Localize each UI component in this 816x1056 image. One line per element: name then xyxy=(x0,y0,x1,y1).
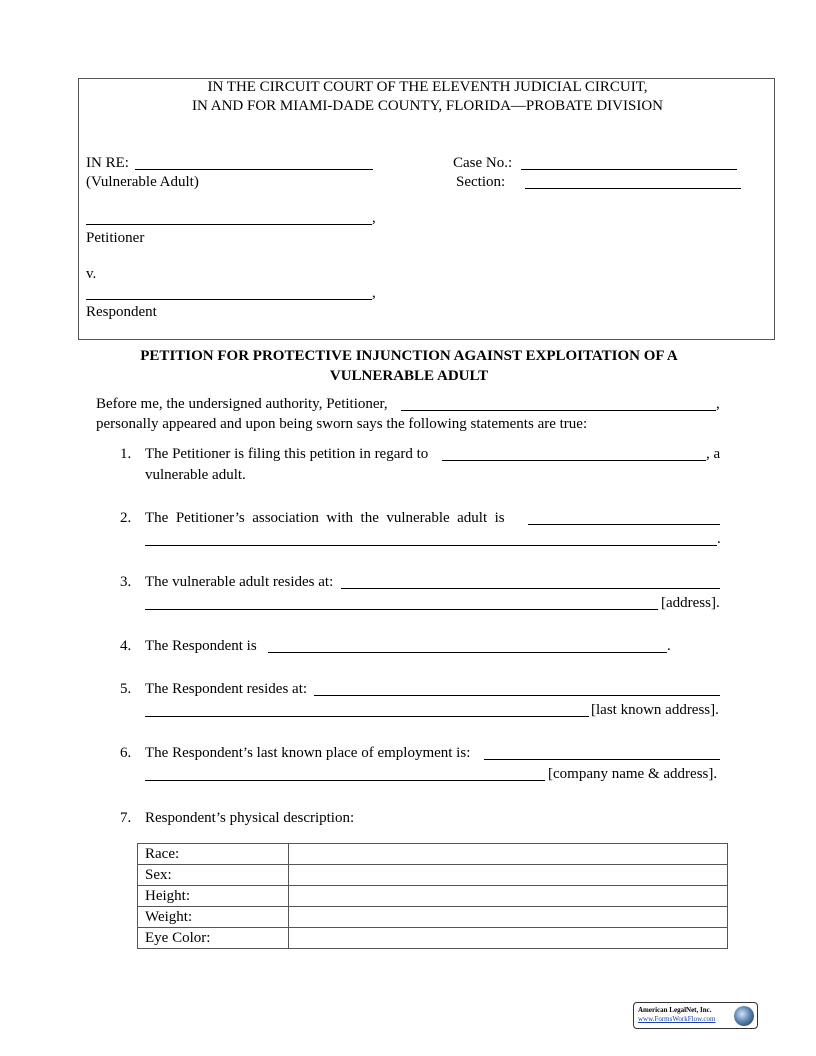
table-row xyxy=(138,907,728,928)
logo-url-link[interactable]: www.FormsWorkFlow.com xyxy=(638,1015,716,1023)
item-4-end: . xyxy=(667,638,671,654)
item-5-field-line1[interactable] xyxy=(314,683,720,696)
table-row xyxy=(138,844,728,865)
logo-company-name: American LegalNet, Inc. xyxy=(638,1006,712,1014)
case-no-label: Case No.: xyxy=(453,155,513,171)
respondent-name-field[interactable] xyxy=(86,287,372,300)
item-4-field[interactable] xyxy=(268,640,667,653)
weight-field[interactable] xyxy=(289,907,728,928)
item-5-suffix: [last known address]. xyxy=(591,702,719,718)
item-2-field-line2[interactable] xyxy=(145,533,717,546)
vulnerable-adult-name-field[interactable] xyxy=(135,157,373,170)
petitioner-name-field[interactable] xyxy=(86,212,372,225)
petitioner-sworn-name-field[interactable] xyxy=(401,398,716,411)
item-5-field-line2[interactable] xyxy=(145,704,589,717)
item-2-text: The Petitioner’s association with the vulnerable adult is xyxy=(145,510,505,526)
height-field[interactable] xyxy=(289,886,728,907)
eye-color-field[interactable] xyxy=(289,928,728,949)
sex-field[interactable] xyxy=(289,865,728,886)
table-row xyxy=(138,886,728,907)
item-4-number: 4. xyxy=(120,638,132,654)
court-name-line1: IN THE CIRCUIT COURT OF THE ELEVENTH JUDICIAL CIRCUIT, xyxy=(207,79,648,95)
item-6-field-line1[interactable] xyxy=(484,747,720,760)
item-1-tail: , a xyxy=(706,446,721,462)
item-4-text: The Respondent is xyxy=(145,638,257,654)
item-3-number: 3. xyxy=(120,574,132,590)
petition-title-line2: VULNERABLE ADULT xyxy=(329,368,489,384)
item-6-number: 6. xyxy=(120,745,132,761)
eye-color-label: Eye Color: xyxy=(138,928,289,949)
item-1-field[interactable] xyxy=(442,448,706,461)
weight-label: Weight: xyxy=(138,907,289,928)
item-2-number: 2. xyxy=(120,510,132,526)
in-re-label: IN RE: xyxy=(86,155,129,171)
vulnerable-adult-label: (Vulnerable Adult) xyxy=(86,174,199,190)
item-3-suffix: [address]. xyxy=(661,595,720,611)
item-3-field-line2[interactable] xyxy=(145,597,658,610)
item-6-field-line2[interactable] xyxy=(145,768,545,781)
table-row xyxy=(138,865,728,886)
petitioner-comma: , xyxy=(372,210,376,226)
physical-description-table xyxy=(137,843,728,949)
court-name-line2: IN AND FOR MIAMI-DADE COUNTY, FLORIDA—PROBATE DIVISION xyxy=(192,98,663,114)
item-1-line2: vulnerable adult. xyxy=(145,467,246,483)
section-label: Section: xyxy=(456,174,506,190)
table-row xyxy=(138,928,728,949)
item-3-field-line1[interactable] xyxy=(341,576,720,589)
intro-line1-comma: , xyxy=(716,396,720,412)
sex-label: Sex: xyxy=(138,865,289,886)
item-1-number: 1. xyxy=(120,446,132,462)
respondent-label: Respondent xyxy=(86,304,157,320)
item-2-end: . xyxy=(717,531,721,547)
section-field[interactable] xyxy=(525,176,741,189)
item-7-text: Respondent’s physical description: xyxy=(145,810,355,826)
respondent-comma: , xyxy=(372,285,376,301)
case-caption-box xyxy=(78,78,775,340)
item-1-text: The Petitioner is filing this petition in regard to xyxy=(145,446,429,462)
globe-icon xyxy=(734,1006,754,1026)
item-6-suffix: [company name & address]. xyxy=(548,766,718,782)
race-label: Race: xyxy=(138,844,289,865)
item-2-field-line1[interactable] xyxy=(528,512,720,525)
petitioner-label: Petitioner xyxy=(86,230,145,246)
item-5-text: The Respondent resides at: xyxy=(145,681,308,697)
height-label: Height: xyxy=(138,886,289,907)
item-3-text: The vulnerable adult resides at: xyxy=(145,574,334,590)
item-7-number: 7. xyxy=(120,810,132,826)
item-6-text: The Respondent’s last known place of employment is: xyxy=(145,745,471,761)
intro-line1: Before me, the undersigned authority, Petitioner, xyxy=(96,396,388,412)
petition-title-line1: PETITION FOR PROTECTIVE INJUNCTION AGAINST EXPLOITATION OF A xyxy=(140,348,678,364)
versus-label: v. xyxy=(86,266,97,282)
american-legalnet-logo xyxy=(633,1002,758,1029)
case-no-field[interactable] xyxy=(521,157,737,170)
item-5-number: 5. xyxy=(120,681,132,697)
race-field[interactable] xyxy=(289,844,728,865)
intro-line2: personally appeared and upon being sworn says the following statements are true: xyxy=(96,416,588,432)
